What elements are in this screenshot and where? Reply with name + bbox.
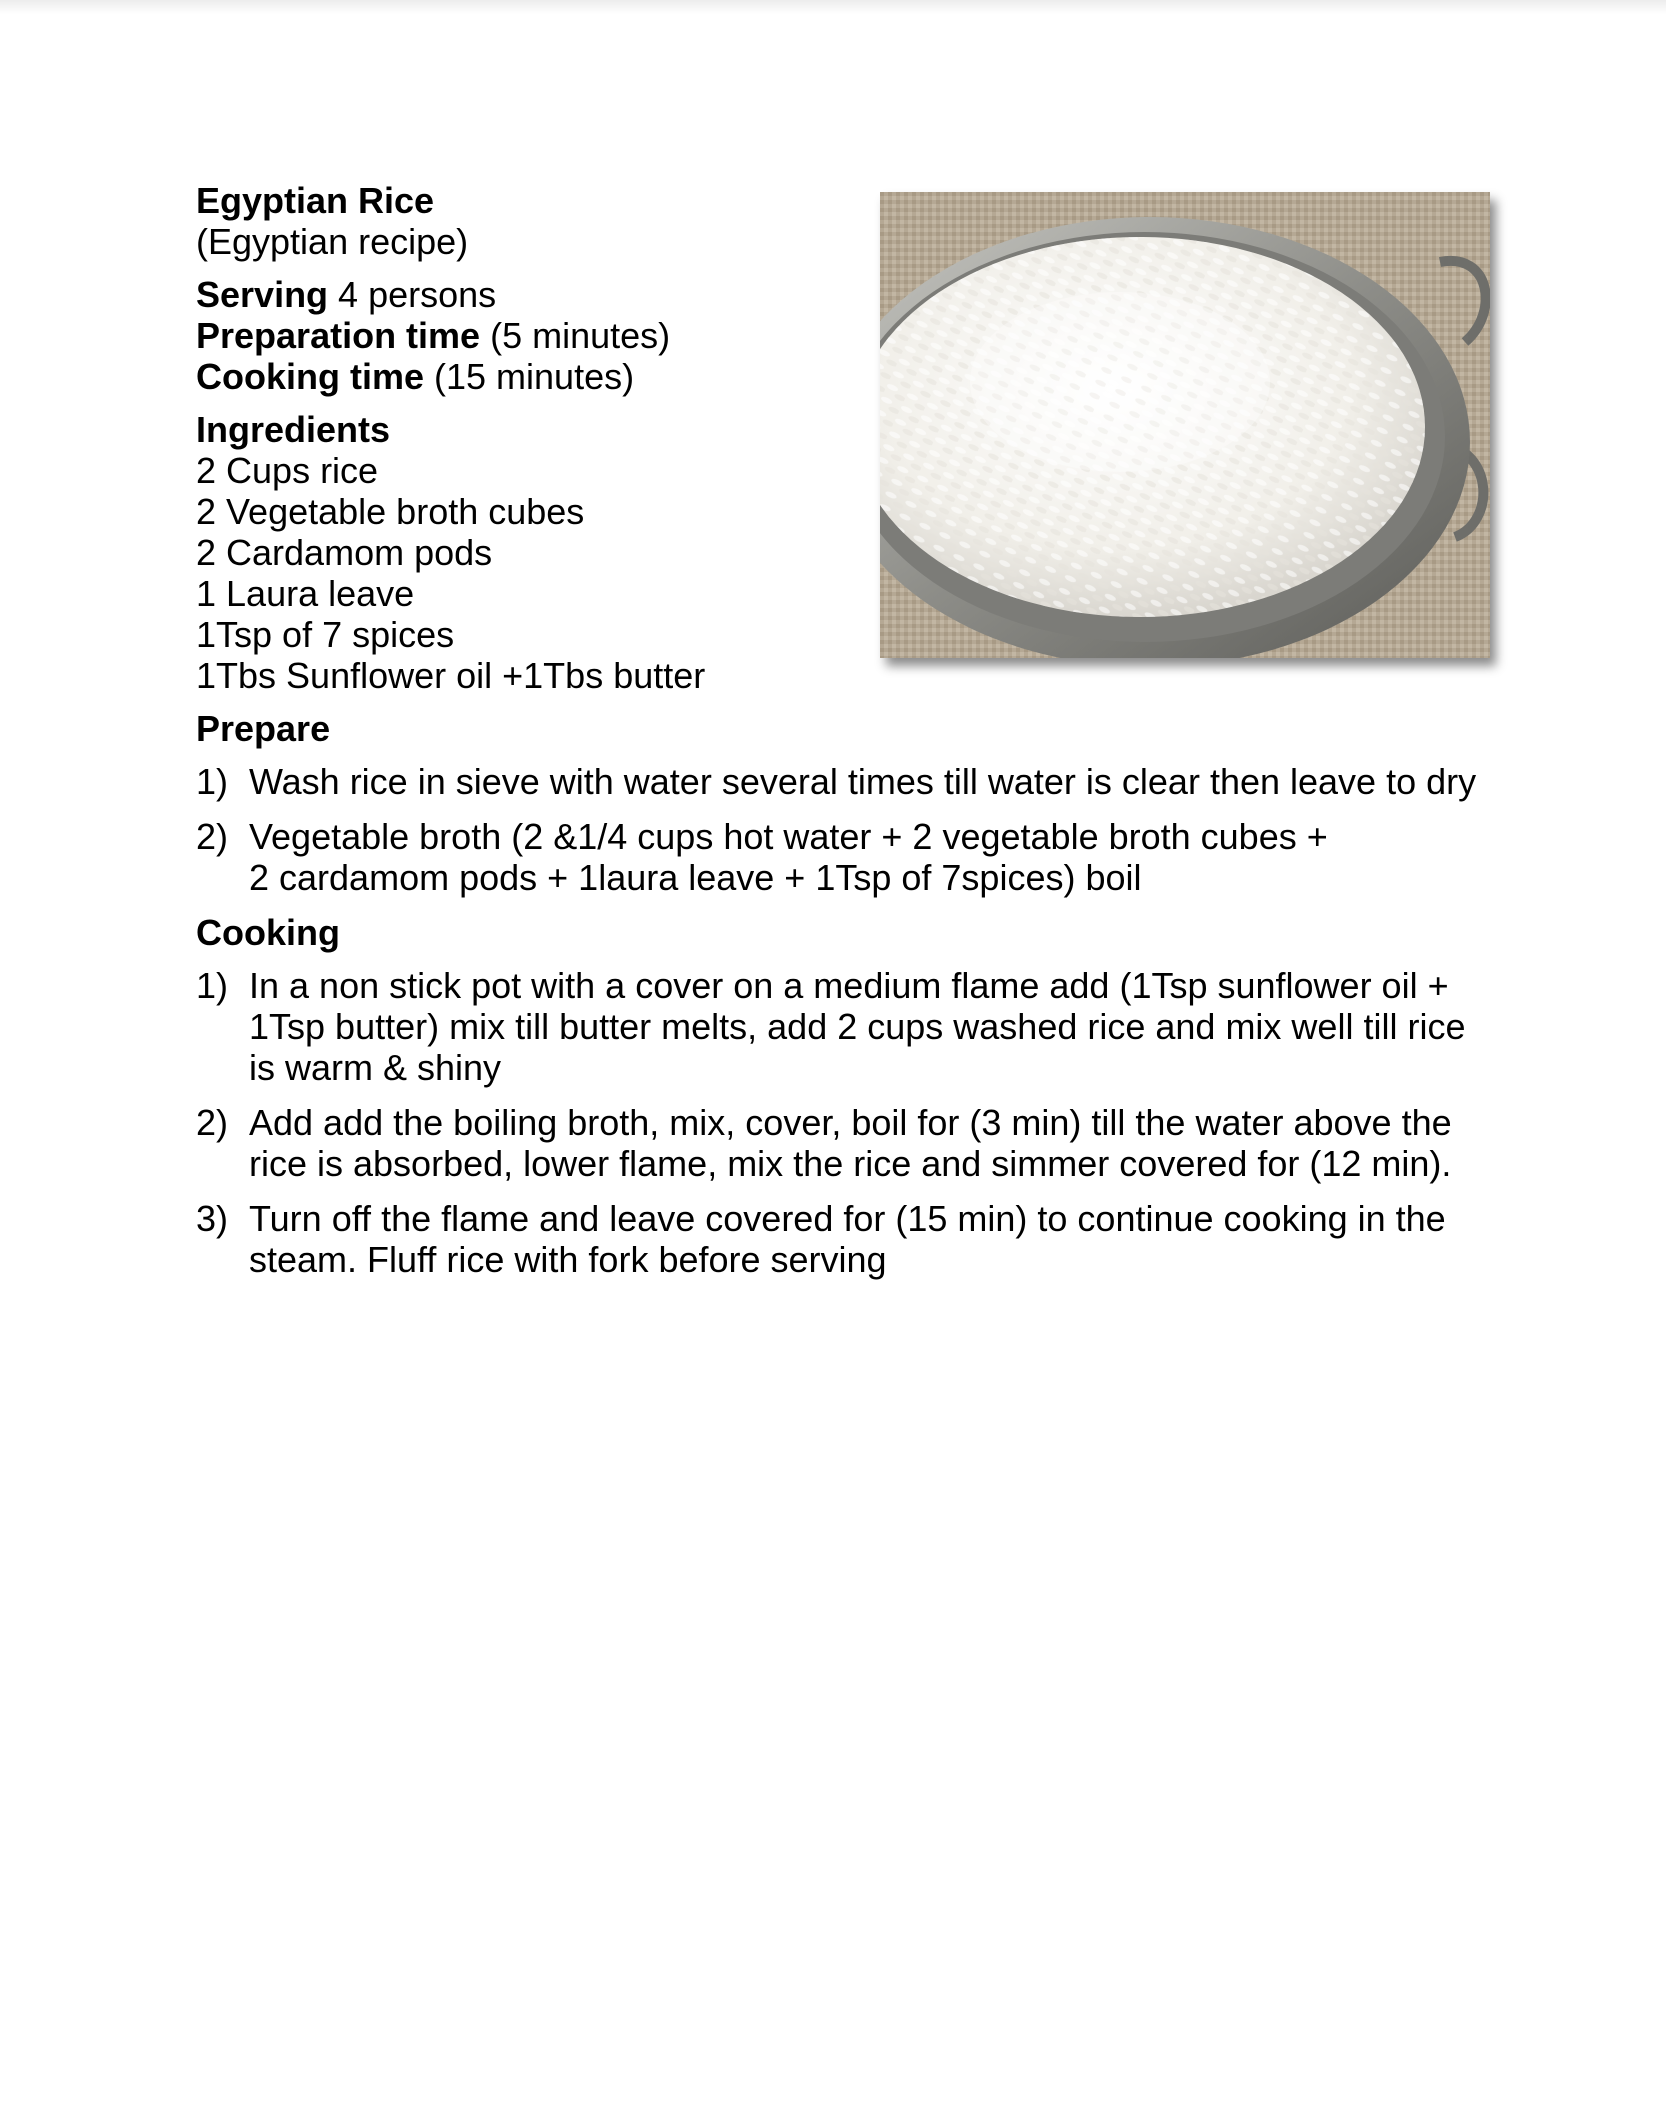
ingredient-item: 2 Vegetable broth cubes: [196, 491, 585, 532]
ingredients-heading: Ingredients: [196, 409, 391, 450]
step-number: 1): [196, 761, 229, 802]
step-text: Vegetable broth (2 &1/4 cups hot water + 2 vegetable broth cubes + 2 cardamom pods + 1laura leave + 1Tsp of 7spices) boil: [249, 816, 1328, 898]
step-number: 3): [196, 1198, 229, 1239]
serving-value: 4 persons: [328, 274, 497, 315]
ingredient-item: 1Tbs Sunflower oil +1Tbs butter: [196, 655, 706, 696]
prepare-steps: [196, 761, 1496, 898]
ingredient-item: 1 Laura leave: [196, 573, 415, 614]
cooking-steps: [196, 965, 1496, 1280]
recipe-title: Egyptian Rice: [196, 180, 435, 221]
cook-time-label: Cooking time: [196, 356, 425, 397]
cooking-step: [196, 1102, 1496, 1184]
ingredient-item: 1Tsp of 7 spices: [196, 614, 455, 655]
prepare-step: [196, 816, 1496, 898]
step-text: Add add the boiling broth, mix, cover, boil for (3 min) till the water above the rice is absorbed, lower flame, mix the rice and simmer covered for (12 min).: [249, 1102, 1452, 1184]
step-number: 2): [196, 816, 229, 857]
step-number: 1): [196, 965, 229, 1006]
cooking-step: [196, 965, 1496, 1088]
serving-label: Serving: [196, 274, 329, 315]
step-text: Turn off the flame and leave covered for (15 min) to continue cooking in the steam. Fluff rice with fork before serving: [249, 1198, 1446, 1280]
step-text: Wash rice in sieve with water several times till water is clear then leave to dry: [249, 761, 1477, 802]
ingredient-item: 2 Cardamom pods: [196, 532, 493, 573]
cooking-heading: Cooking: [196, 912, 340, 953]
prep-time-value: (5 minutes): [480, 315, 671, 356]
step-number: 2): [196, 1102, 229, 1143]
ingredient-item: 2 Cups rice: [196, 450, 379, 491]
cook-time-value: (15 minutes): [424, 356, 635, 397]
step-text: In a non stick pot with a cover on a medium flame add (1Tsp sunflower oil + 1Tsp butter) mix till butter melts, add 2 cups washed rice and mix well till rice is warm & shiny: [249, 965, 1466, 1088]
top-shade: [0, 0, 1666, 14]
recipe-subtitle: (Egyptian recipe): [196, 221, 469, 262]
prepare-step: [196, 761, 1496, 802]
prepare-heading: Prepare: [196, 708, 331, 749]
cooking-step: [196, 1198, 1496, 1280]
rice-bowl-photo: [880, 192, 1490, 658]
prep-time-label: Preparation time: [196, 315, 481, 356]
